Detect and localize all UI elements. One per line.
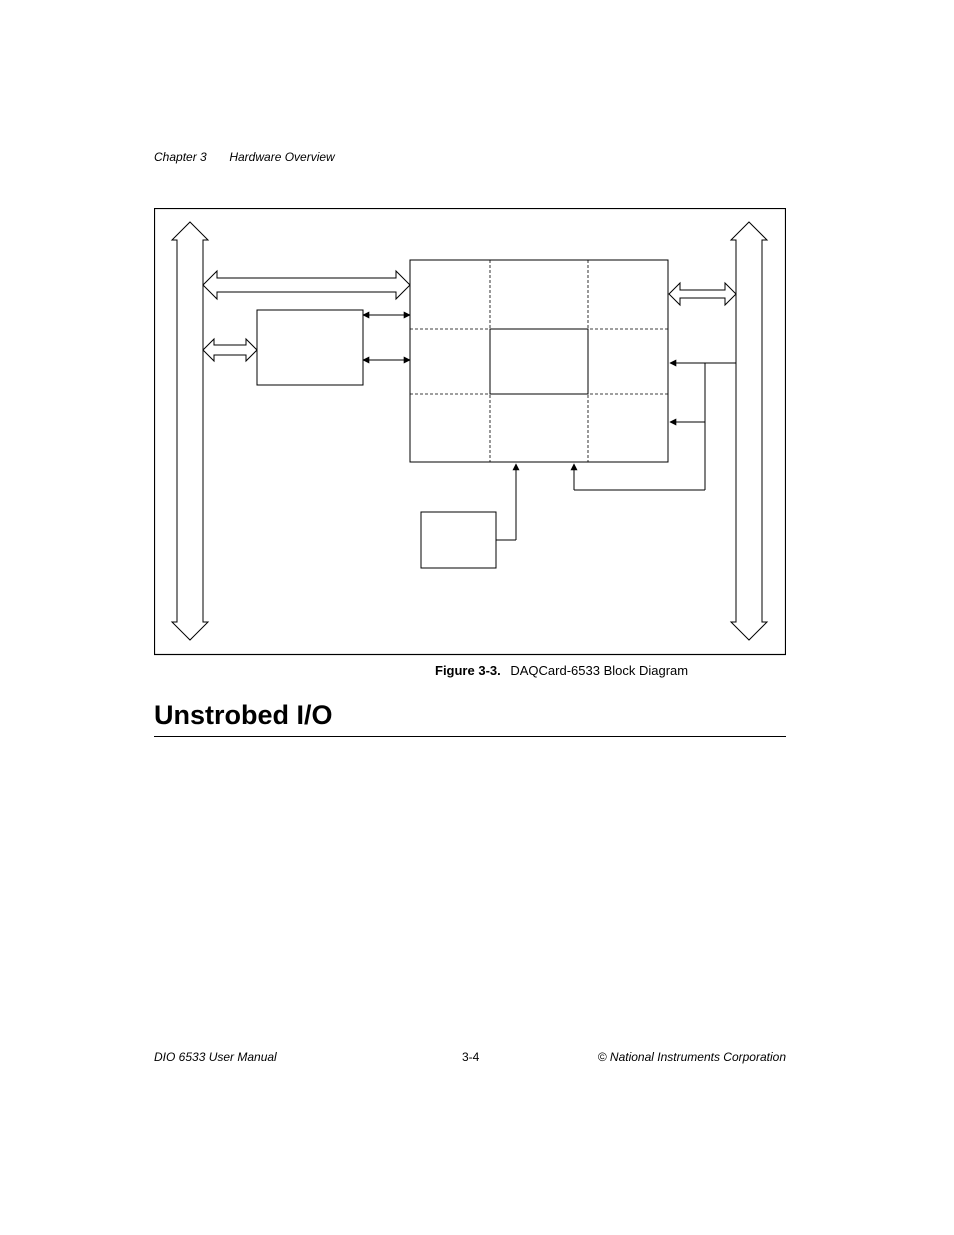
interface-block xyxy=(257,310,363,385)
footer-manual-title: DIO 6533 User Manual xyxy=(154,1050,277,1064)
block-diagram xyxy=(154,208,786,656)
running-head xyxy=(154,150,335,164)
center-block xyxy=(490,329,588,394)
bus-to-main-arrow xyxy=(203,271,410,299)
chapter-label: Chapter 3 xyxy=(154,150,207,164)
right-bus-arrow xyxy=(731,222,767,640)
footer-page-number: 3-4 xyxy=(462,1050,480,1064)
bus-to-interface-arrow xyxy=(203,339,257,361)
figure-caption-text: DAQCard-6533 Block Diagram xyxy=(510,663,689,678)
figure-number: Figure 3-3. xyxy=(435,663,501,678)
chapter-title: Hardware Overview xyxy=(229,150,335,164)
main-to-right-bus-arrow xyxy=(669,283,736,305)
bottom-block xyxy=(421,512,496,568)
section-heading: Unstrobed I/O xyxy=(154,700,333,730)
footer-copyright: © National Instruments Corporation xyxy=(597,1050,786,1064)
section-rule xyxy=(154,736,786,737)
figure-caption xyxy=(435,663,688,678)
